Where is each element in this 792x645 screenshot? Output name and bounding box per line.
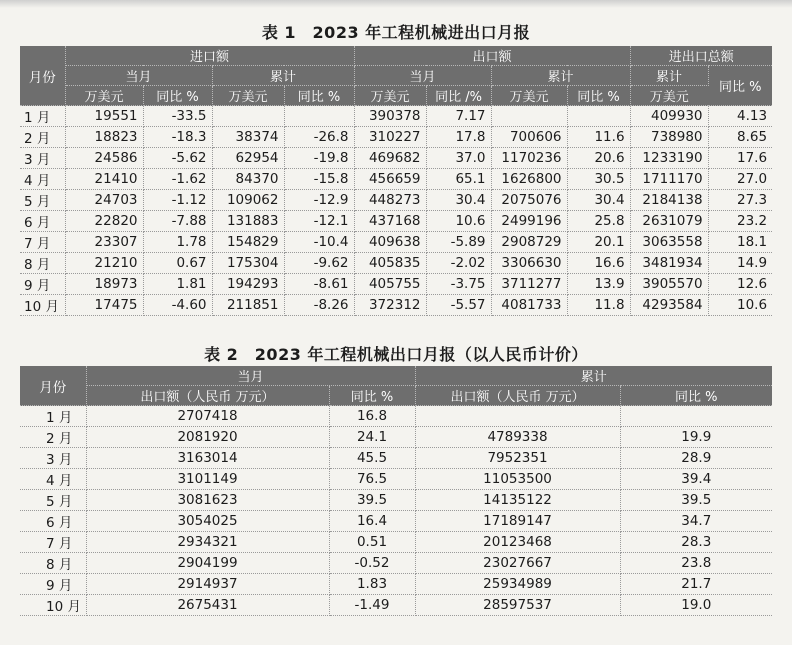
top-scan-edge [0, 0, 792, 8]
value-cell: 2081920 [86, 427, 329, 448]
value-cell: 28.9 [620, 448, 772, 469]
value-cell: 1.83 [329, 574, 415, 595]
value-cell: 4789338 [415, 427, 620, 448]
value-cell [491, 106, 567, 127]
value-cell: 3163014 [86, 448, 329, 469]
value-cell: 24586 [65, 148, 143, 169]
value-cell: 39.5 [329, 490, 415, 511]
value-cell: 38374 [212, 127, 284, 148]
header-export-rmb: 出口额（人民币 万元） [415, 386, 620, 406]
value-cell: 1233190 [630, 148, 708, 169]
value-cell: 448273 [354, 190, 426, 211]
value-cell: 16.8 [329, 406, 415, 427]
header-yoy: 同比 % [567, 86, 630, 106]
value-cell: 154829 [212, 232, 284, 253]
month-cell: 7 月 [20, 532, 86, 553]
value-cell: 25934989 [415, 574, 620, 595]
header-import: 进口额 [65, 46, 354, 66]
header-import-current: 当月 [65, 66, 212, 86]
value-cell: 23027667 [415, 553, 620, 574]
value-cell: 27.3 [708, 190, 772, 211]
month-cell: 6 月 [20, 511, 86, 532]
table-row [20, 595, 772, 616]
value-cell: 1626800 [491, 169, 567, 190]
value-cell: 3054025 [86, 511, 329, 532]
value-cell: 3481934 [630, 253, 708, 274]
header-export-cumulative: 累计 [491, 66, 630, 86]
month-cell: 10 月 [20, 295, 65, 316]
value-cell: 17.8 [426, 127, 491, 148]
table-row [20, 469, 772, 490]
value-cell: 23.2 [708, 211, 772, 232]
value-cell: 19.9 [620, 427, 772, 448]
value-cell: 469682 [354, 148, 426, 169]
value-cell: 2631079 [630, 211, 708, 232]
value-cell: 3711277 [491, 274, 567, 295]
value-cell: -1.49 [329, 595, 415, 616]
value-cell: 27.0 [708, 169, 772, 190]
value-cell: 310227 [354, 127, 426, 148]
value-cell: 2914937 [86, 574, 329, 595]
value-cell: 2499196 [491, 211, 567, 232]
value-cell: 1.78 [143, 232, 212, 253]
value-cell: 7.17 [426, 106, 491, 127]
table-row [20, 511, 772, 532]
header-total-yoy: 同比 % [708, 66, 772, 106]
value-cell: 20.1 [567, 232, 630, 253]
value-cell: 1170236 [491, 148, 567, 169]
table-row [20, 295, 772, 316]
value-cell: 3905570 [630, 274, 708, 295]
header-unit: 万美元 [354, 86, 426, 106]
value-cell: -1.62 [143, 169, 212, 190]
table-row [20, 406, 772, 427]
value-cell: 194293 [212, 274, 284, 295]
month-cell: 8 月 [20, 253, 65, 274]
value-cell: 4081733 [491, 295, 567, 316]
value-cell: 3101149 [86, 469, 329, 490]
value-cell: 175304 [212, 253, 284, 274]
value-cell: -3.75 [426, 274, 491, 295]
value-cell: -4.60 [143, 295, 212, 316]
value-cell: -1.12 [143, 190, 212, 211]
value-cell: 45.5 [329, 448, 415, 469]
table-row [20, 127, 772, 148]
value-cell: 8.65 [708, 127, 772, 148]
value-cell: 37.0 [426, 148, 491, 169]
value-cell: -8.26 [284, 295, 354, 316]
value-cell: 738980 [630, 127, 708, 148]
value-cell: 3081623 [86, 490, 329, 511]
table-row [20, 490, 772, 511]
header-month: 月份 [20, 366, 86, 406]
value-cell: -33.5 [143, 106, 212, 127]
value-cell: 14135122 [415, 490, 620, 511]
value-cell: 10.6 [708, 295, 772, 316]
table2-title: 表 2 2023 年工程机械出口月报（以人民币计价） [204, 345, 588, 364]
value-cell: 4293584 [630, 295, 708, 316]
table-row [20, 232, 772, 253]
value-cell: 211851 [212, 295, 284, 316]
value-cell: 30.5 [567, 169, 630, 190]
value-cell: 30.4 [426, 190, 491, 211]
table1-import-export [20, 46, 772, 316]
table1-title: 表 1 2023 年工程机械进出口月报 [261, 23, 531, 42]
value-cell: 2707418 [86, 406, 329, 427]
header-unit: 万美元 [212, 86, 284, 106]
value-cell: 2184138 [630, 190, 708, 211]
value-cell: 30.4 [567, 190, 630, 211]
header-current: 当月 [86, 366, 415, 386]
value-cell: 10.6 [426, 211, 491, 232]
table-row [20, 427, 772, 448]
value-cell: 2075076 [491, 190, 567, 211]
header-cumulative: 累计 [415, 366, 772, 386]
value-cell: 18973 [65, 274, 143, 295]
value-cell: 65.1 [426, 169, 491, 190]
month-cell: 9 月 [20, 574, 86, 595]
value-cell: 21210 [65, 253, 143, 274]
header-yoy: 同比 % [143, 86, 212, 106]
table-row [20, 574, 772, 595]
value-cell: 1711170 [630, 169, 708, 190]
header-import-cumulative: 累计 [212, 66, 354, 86]
value-cell: 18823 [65, 127, 143, 148]
value-cell: 2675431 [86, 595, 329, 616]
table-row [20, 448, 772, 469]
table-row [20, 532, 772, 553]
value-cell: 11.6 [567, 127, 630, 148]
header-yoy: 同比 /% [426, 86, 491, 106]
month-cell: 1 月 [20, 406, 86, 427]
value-cell [284, 106, 354, 127]
value-cell: 28.3 [620, 532, 772, 553]
value-cell: 405835 [354, 253, 426, 274]
value-cell: -5.62 [143, 148, 212, 169]
value-cell: 62954 [212, 148, 284, 169]
value-cell: 0.67 [143, 253, 212, 274]
value-cell: 17475 [65, 295, 143, 316]
value-cell: -9.62 [284, 253, 354, 274]
value-cell: 28597537 [415, 595, 620, 616]
header-unit: 万美元 [630, 86, 708, 106]
value-cell: -10.4 [284, 232, 354, 253]
value-cell: 24703 [65, 190, 143, 211]
month-cell: 1 月 [20, 106, 65, 127]
header-total-cumulative: 累计 [630, 66, 708, 86]
value-cell: 409638 [354, 232, 426, 253]
header-export-current: 当月 [354, 66, 491, 86]
value-cell: 409930 [630, 106, 708, 127]
value-cell: 12.6 [708, 274, 772, 295]
table-row [20, 106, 772, 127]
value-cell: 437168 [354, 211, 426, 232]
value-cell: 18.1 [708, 232, 772, 253]
month-cell: 3 月 [20, 448, 86, 469]
table2-export-rmb [20, 366, 772, 616]
table-row [20, 169, 772, 190]
header-total: 进出口总额 [630, 46, 772, 66]
header-export: 出口额 [354, 46, 630, 66]
header-yoy: 同比 % [284, 86, 354, 106]
month-cell: 6 月 [20, 211, 65, 232]
value-cell: 4.13 [708, 106, 772, 127]
value-cell: -5.89 [426, 232, 491, 253]
value-cell: 20123468 [415, 532, 620, 553]
value-cell: -7.88 [143, 211, 212, 232]
value-cell: 1.81 [143, 274, 212, 295]
month-cell: 5 月 [20, 190, 65, 211]
value-cell: 11053500 [415, 469, 620, 490]
value-cell: 2904199 [86, 553, 329, 574]
value-cell: 22820 [65, 211, 143, 232]
value-cell: 0.51 [329, 532, 415, 553]
value-cell: 3063558 [630, 232, 708, 253]
month-cell: 8 月 [20, 553, 86, 574]
month-cell: 5 月 [20, 490, 86, 511]
value-cell: 131883 [212, 211, 284, 232]
header-unit: 万美元 [65, 86, 143, 106]
value-cell: 2908729 [491, 232, 567, 253]
value-cell: 14.9 [708, 253, 772, 274]
value-cell: 39.5 [620, 490, 772, 511]
value-cell: -19.8 [284, 148, 354, 169]
header-export-rmb: 出口额（人民币 万元） [86, 386, 329, 406]
value-cell: -15.8 [284, 169, 354, 190]
value-cell: 700606 [491, 127, 567, 148]
value-cell: 16.4 [329, 511, 415, 532]
table-row [20, 274, 772, 295]
value-cell: 19.0 [620, 595, 772, 616]
value-cell: 7952351 [415, 448, 620, 469]
month-cell: 10 月 [20, 595, 86, 616]
value-cell: 13.9 [567, 274, 630, 295]
value-cell: -12.1 [284, 211, 354, 232]
value-cell: 390378 [354, 106, 426, 127]
value-cell: 23.8 [620, 553, 772, 574]
month-cell: 2 月 [20, 127, 65, 148]
value-cell: 405755 [354, 274, 426, 295]
value-cell: 19551 [65, 106, 143, 127]
value-cell: 17189147 [415, 511, 620, 532]
value-cell: 34.7 [620, 511, 772, 532]
value-cell: -2.02 [426, 253, 491, 274]
value-cell: 109062 [212, 190, 284, 211]
value-cell: 39.4 [620, 469, 772, 490]
header-unit: 万美元 [491, 86, 567, 106]
table-row [20, 253, 772, 274]
value-cell [212, 106, 284, 127]
value-cell: 24.1 [329, 427, 415, 448]
value-cell: 372312 [354, 295, 426, 316]
value-cell: 2934321 [86, 532, 329, 553]
header-yoy: 同比 % [329, 386, 415, 406]
value-cell: 3306630 [491, 253, 567, 274]
value-cell: -18.3 [143, 127, 212, 148]
value-cell: 456659 [354, 169, 426, 190]
value-cell: -26.8 [284, 127, 354, 148]
value-cell: 11.8 [567, 295, 630, 316]
table-row [20, 211, 772, 232]
month-cell: 4 月 [20, 469, 86, 490]
value-cell: 21410 [65, 169, 143, 190]
value-cell: 21.7 [620, 574, 772, 595]
table-row [20, 148, 772, 169]
value-cell: 76.5 [329, 469, 415, 490]
month-cell: 9 月 [20, 274, 65, 295]
value-cell: 25.8 [567, 211, 630, 232]
value-cell [620, 406, 772, 427]
table-row [20, 190, 772, 211]
month-cell: 3 月 [20, 148, 65, 169]
value-cell: 23307 [65, 232, 143, 253]
header-yoy: 同比 % [620, 386, 772, 406]
month-cell: 4 月 [20, 169, 65, 190]
value-cell: -0.52 [329, 553, 415, 574]
table-row [20, 553, 772, 574]
month-cell: 7 月 [20, 232, 65, 253]
value-cell: 20.6 [567, 148, 630, 169]
value-cell [567, 106, 630, 127]
value-cell: -8.61 [284, 274, 354, 295]
value-cell: -12.9 [284, 190, 354, 211]
value-cell: 84370 [212, 169, 284, 190]
month-cell: 2 月 [20, 427, 86, 448]
value-cell [415, 406, 620, 427]
header-month: 月份 [20, 46, 65, 106]
value-cell: 16.6 [567, 253, 630, 274]
value-cell: 17.6 [708, 148, 772, 169]
value-cell: -5.57 [426, 295, 491, 316]
